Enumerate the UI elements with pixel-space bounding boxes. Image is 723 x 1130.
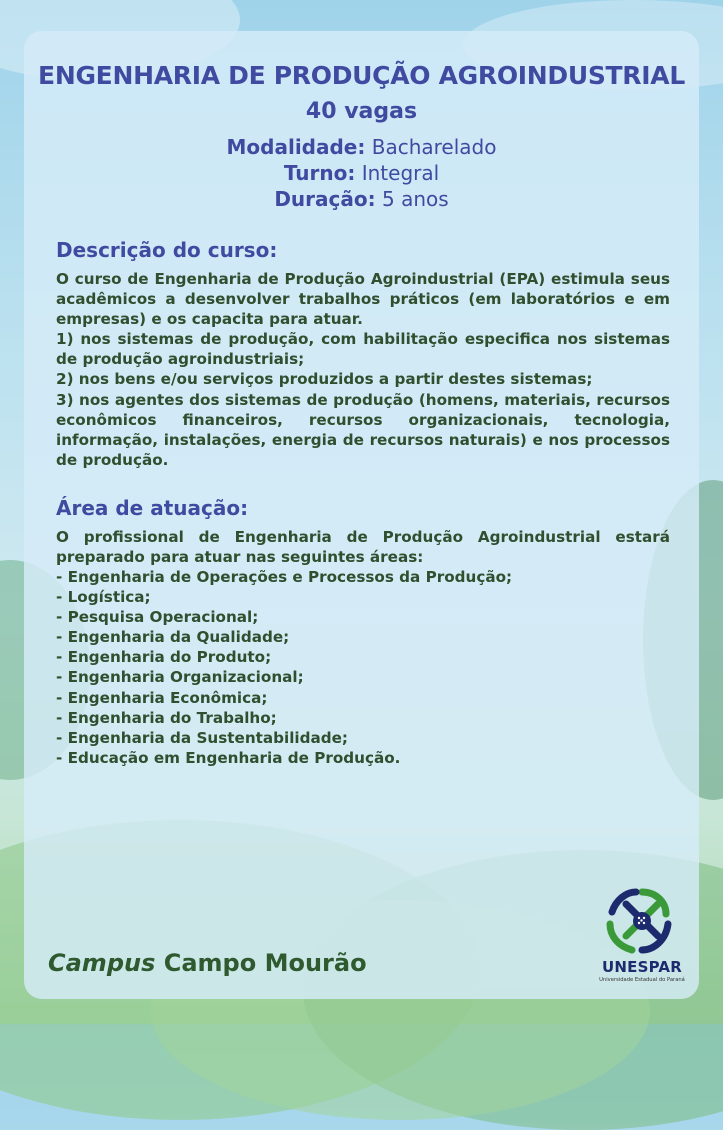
section-heading-descricao: Descrição do curso: <box>56 238 278 262</box>
description-paragraph: O curso de Engenharia de Produção Agroindustrial (EPA) estimula seus acadêmicos a desenvolver trabalhos práticos (em laboratórios e em empresas) e os capacita para atuar. <box>56 270 670 329</box>
unespar-logo <box>596 884 688 994</box>
description-paragraph: 2) nos bens e/ou serviços produzidos a partir destes sistemas; <box>56 370 593 389</box>
list-item: - Logística; <box>56 588 151 607</box>
list-item: - Engenharia da Sustentabilidade; <box>56 728 348 747</box>
course-title: ENGENHARIA DE PRODUÇÃO AGROINDUSTRIAL <box>38 61 685 90</box>
info-value: 5 anos <box>381 187 449 211</box>
info-value: Bacharelado <box>371 135 497 159</box>
campus-prefix: Campus <box>48 949 156 977</box>
info-value: Integral <box>361 161 440 185</box>
unespar-logo-icon <box>596 884 688 960</box>
list-item: - Engenharia da Qualidade; <box>56 628 290 647</box>
list-item: - Engenharia do Trabalho; <box>56 708 277 727</box>
list-item: - Engenharia Econômica; <box>56 688 268 707</box>
list-item: - Educação em Engenharia de Produção. <box>56 748 401 767</box>
info-duracao <box>24 187 699 211</box>
campus-name: Campo Mourão <box>163 949 367 977</box>
section-heading-atuacao: Área de atuação: <box>56 496 249 520</box>
logo-subtitle: Universidade Estadual do Paraná <box>599 977 685 983</box>
description-paragraph: 3) nos agentes dos sistemas de produção (homens, materiais, recursos econômicos financeiros, recursos organizacionais, tecnologia, informação, instalações, energia de recursos naturais) e nos processos de produção. <box>56 390 670 469</box>
atuacao-intro-text: O profissional de Engenharia de Produção Agroindustrial estará preparado para atuar nas seguintes áreas: <box>56 528 670 567</box>
list-item: - Engenharia do Produto; <box>56 648 272 667</box>
info-label: Modalidade: <box>226 135 366 159</box>
description-text <box>56 269 670 470</box>
info-modalidade <box>24 135 699 159</box>
list-item: - Engenharia Organizacional; <box>56 668 304 687</box>
list-item: - Pesquisa Operacional; <box>56 608 259 627</box>
info-label: Duração: <box>274 187 376 211</box>
atuacao-list <box>56 567 670 768</box>
atuacao-intro <box>56 527 670 567</box>
content-card <box>24 31 699 999</box>
description-paragraph: 1) nos sistemas de produção, com habilitação especifica nos sistemas de produção agroindustriais; <box>56 330 670 369</box>
info-turno <box>24 161 699 185</box>
logo-name: UNESPAR <box>602 958 682 976</box>
info-label: Turno: <box>283 161 356 185</box>
list-item: - Engenharia de Operações e Processos da Produção; <box>56 568 513 586</box>
vacancies: 40 vagas <box>305 99 418 124</box>
campus-label <box>48 949 367 977</box>
